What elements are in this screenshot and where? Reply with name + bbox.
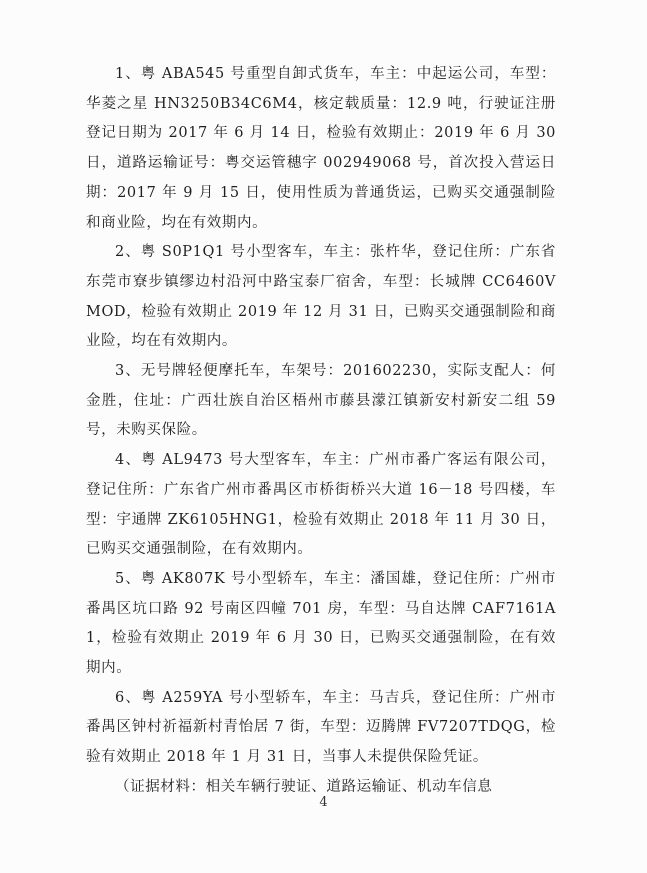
paragraph-evidence: （证据材料：相关车辆行驶证、道路运输证、机动车信息: [115, 778, 493, 795]
page-number: 4: [319, 795, 328, 810]
paragraph-vehicle-2: 2、粤 S0P1Q1 号小型客车，车主：张杵华，登记住所：广东省东莞市寮步镇缪边村沿河中路宝泰厂宿舍，车型：长城牌 CC6460VMOD，检验有效期止 2019 年 12 月 31 日，已购买交通强制险和商业险，均在有效期内。: [86, 244, 556, 350]
paragraph-vehicle-6: 6、粤 A259YA 号小型轿车，车主：马吉兵，登记住所：广州市番禺区钟村祈福新村青怡居 7 街，车型：迈腾牌 FV7207TDQG，检验有效期止 2018 年 1 月 31 日，当事人未提供保险凭证。: [86, 689, 556, 766]
paragraph-vehicle-1: 1、粤 ABA545 号重型自卸式货车，车主：中起运公司，车型：华菱之星 HN3250B34C6M4，核定载质量：12.9 吨，行驶证注册登记日期为 2017 年 6 月 14 日，检验有效期止：2019 年 6 月 30 日，道路运输证号：粤交运管穗字 002949068 号，首次投入营运日期：2017 年 9 月 15 日，使用性质为普通货运，已购买交通强制险和商业险，均在有效期内。: [86, 66, 556, 231]
paragraph-vehicle-3: 3、无号牌轻便摩托车，车架号：201602230，实际支配人：何金胜，住址：广西壮族自治区梧州市藤县濛江镇新安村新安二组 59 号，未购买保险。: [86, 363, 556, 439]
paragraph-vehicle-4: 4、粤 AL9473 号大型客车，车主：广州市番广客运有限公司，登记住所：广东省广州市番禺区市桥街桥兴大道 16－18 号四楼，车型：宇通牌 ZK6105HNG1，检验有效期止 2018 年 11 月 30 日，已购买交通强制险，在有效期内。: [86, 452, 556, 558]
paragraph-vehicle-5: 5、粤 AK807K 号小型轿车，车主：潘国雄，登记住所：广州市番禺区坑口路 92 号南区四幢 701 房，车型：马自达牌 CAF7161A1，检验有效期止 2019 年 6 月 30 日，已购买交通强制险，在有效期内。: [86, 570, 556, 677]
document-body: [86, 60, 556, 803]
